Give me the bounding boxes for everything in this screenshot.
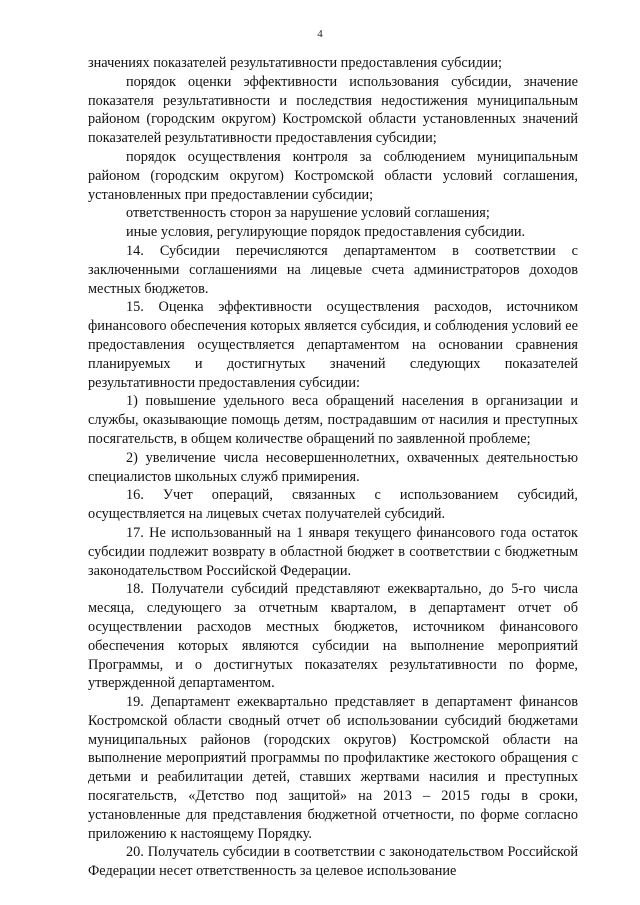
paragraph-liability: ответственность сторон за нарушение условий соглашения;: [126, 205, 490, 222]
page-number: 4: [317, 28, 323, 40]
paragraph-18: 18. Получатели субсидий представляют ежеквартально, до 5-го числа месяца, следующего за отчетным кварталом, в департамент отчет об осуществлении расходов местных бюджетов, источником финансового обеспечения которых являются субсидии на выполнение мероприятий Программы, и о достигнутых показателях результативности по форме, утвержденной департаментом.: [88, 581, 578, 692]
paragraph-evaluation-procedure: порядок оценки эффективности использования субсидии, значение показателя результативности и последствия недостижения муниципальным районом (городским округом) Костромской области установленных значений показателей результативности предоставления субсидии;: [88, 73, 578, 147]
paragraph-control-procedure: порядок осуществления контроля за соблюдением муниципальным районом (городским округом) Костромской области условий соглашения, установленных при предоставлении субсидии;: [88, 148, 578, 203]
paragraph-16: 16. Учет операций, связанных с использованием субсидий, осуществляется на лицевых счетах получателей субсидий.: [88, 487, 578, 523]
paragraph-17: 17. Не использованный на 1 января текущего финансового года остаток субсидии подлежит возврату в областной бюджет в соответствии с бюджетным законодательством Российской Федерации.: [88, 524, 578, 579]
paragraph-14: 14. Субсидии перечисляются департаментом в соответствии с заключенными соглашениями на лицевые счета администраторов доходов местных бюджетов.: [88, 242, 578, 297]
paragraph-20: 20. Получатель субсидии в соответствии с законодательством Российской Федерации несет ответственность за целевое использование: [88, 844, 578, 880]
paragraph-15: 15. Оценка эффективности осуществления расходов, источником финансового обеспечения которых является субсидия, и соблюдения условий ее предоставления осуществляется департаментом на основании сравнения планируемых и достигнутых значений следующих показателей результативности предоставления субсидии:: [88, 299, 578, 391]
paragraph-continuation: значениях показателей результативности предоставления субсидии;: [88, 55, 502, 71]
paragraph-19: 19. Департамент ежеквартально представляет в департамент финансов Костромской области сводный отчет об использовании субсидий бюджетами муниципальных районов (городских округов) Костромской области на выполнение мероприятий программы по профилактике жестокого обращения с детьми и реабилитации детей, ставших жертвами насилия и преступных посягательств, «Детство под защитой» на 2013 – 2015 годы в сроки, установленные для представления бюджетной отчетности, по форме согласно приложению к настоящему Порядку.: [88, 694, 578, 842]
paragraph-other-conditions: иные условия, регулирующие порядок предоставления субсидии.: [126, 224, 526, 241]
paragraph-15-item-1: 1) повышение удельного веса обращений населения в организации и службы, оказывающие помощь детям, пострадавшим от насилия и преступных посягательств, в общем количестве обращений по заявленной проблеме;: [88, 393, 578, 447]
paragraph-15-item-2: 2) увеличение числа несовершеннолетних, охваченных деятельностью специалистов школьных служб примирения.: [88, 449, 578, 485]
document-body: [88, 54, 578, 881]
